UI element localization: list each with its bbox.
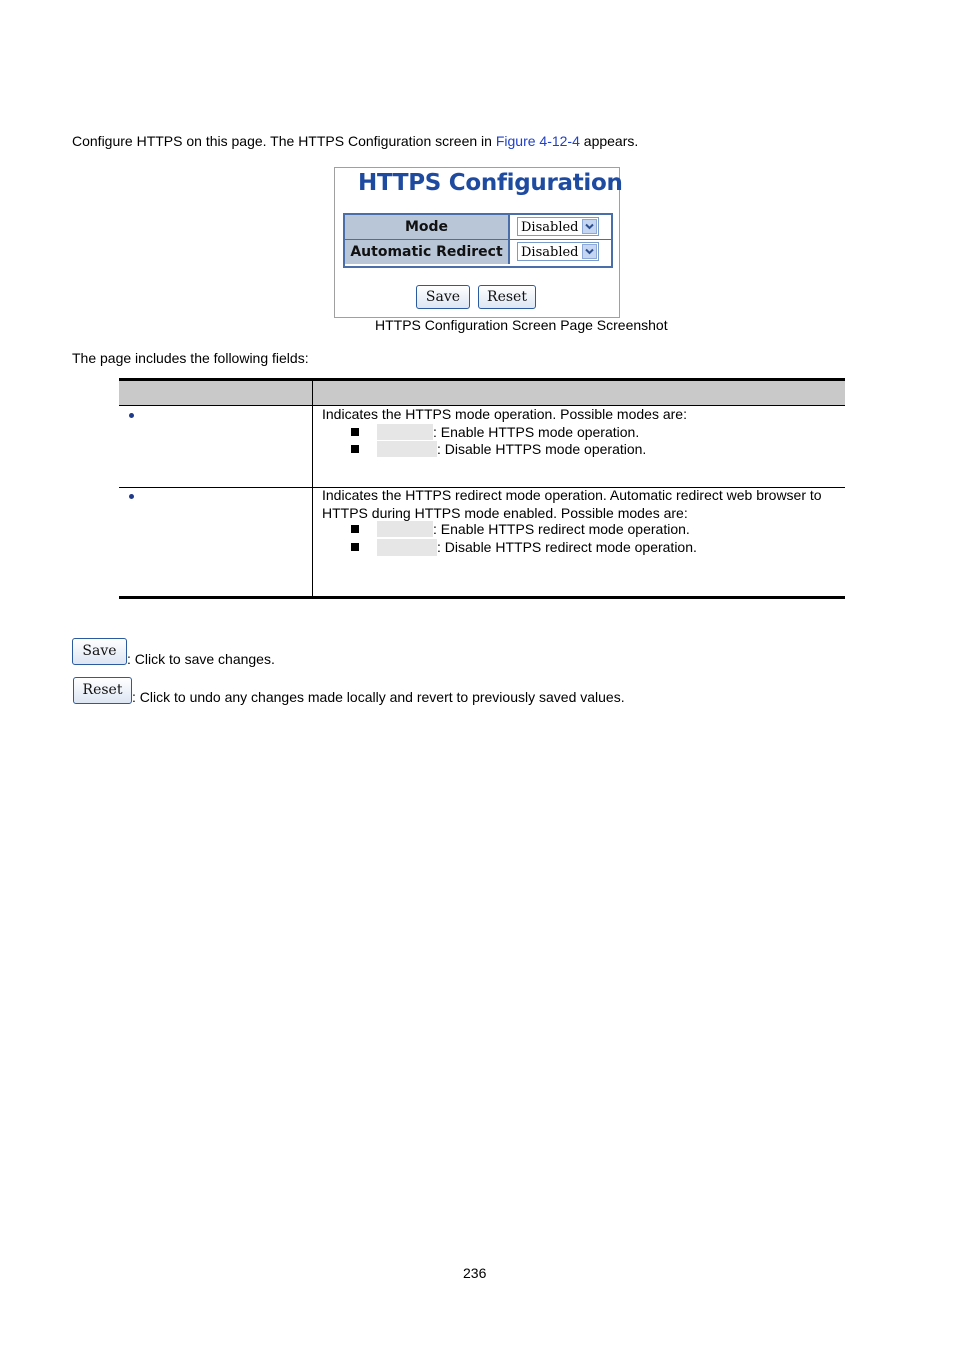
config-row-automatic-redirect: [345, 240, 611, 264]
screenshot-title: HTTPS Configuration: [358, 170, 623, 196]
mode-select[interactable]: [517, 217, 599, 236]
option-text: : Enable HTTPS mode operation.: [433, 424, 640, 440]
square-bullet-icon: [351, 525, 359, 533]
intro-text: [72, 133, 638, 149]
mode-label: Mode: [345, 215, 510, 239]
square-bullet-icon: [351, 428, 359, 436]
field-description: Indicates the HTTPS redirect mode operation. Automatic redirect web browser to HTTPS during HTTPS mode enabled. Possible modes are:: [322, 487, 822, 521]
field-description: Indicates the HTTPS mode operation. Possible modes are:: [322, 406, 687, 422]
screenshot-save-button[interactable]: Save: [416, 285, 470, 309]
figure-caption: HTTPS Configuration Screen Page Screenshot: [375, 317, 668, 333]
automatic-redirect-select[interactable]: [517, 242, 599, 261]
screenshot-reset-button[interactable]: Reset: [478, 285, 536, 309]
mode-select-value: Disabled: [521, 220, 579, 235]
option-name-placeholder: [377, 539, 437, 556]
fields-intro: The page includes the following fields:: [72, 350, 309, 366]
square-bullet-icon: [351, 543, 359, 551]
reset-description: : Click to undo any changes made locally and revert to previously saved values.: [132, 689, 625, 705]
option-text: : Enable HTTPS redirect mode operation.: [433, 521, 690, 537]
save-description: : Click to save changes.: [127, 651, 275, 667]
automatic-redirect-label: Automatic Redirect: [345, 240, 510, 264]
bullet-icon: [129, 494, 134, 499]
figure-link[interactable]: Figure 4-12-4: [495, 133, 580, 149]
option-name-placeholder: [377, 521, 433, 537]
config-table: [343, 213, 613, 268]
table-bottom-rule: [119, 596, 845, 599]
square-bullet-icon: [351, 445, 359, 453]
chevron-down-icon[interactable]: [582, 219, 597, 234]
fields-table: [119, 378, 845, 600]
https-config-screenshot: [334, 167, 623, 318]
chevron-down-icon[interactable]: [582, 244, 597, 259]
intro-after: appears.: [579, 133, 639, 149]
option-text: : Disable HTTPS mode operation.: [437, 441, 647, 457]
bullet-icon: [129, 413, 134, 418]
option-name-placeholder: [377, 424, 433, 440]
option-name-placeholder: [377, 441, 437, 457]
intro-before: Configure HTTPS on this page. The HTTPS Configuration screen in: [72, 133, 496, 149]
table-header: [119, 381, 845, 406]
page-number: 236: [463, 1265, 487, 1281]
save-button[interactable]: Save: [72, 638, 127, 665]
reset-button[interactable]: Reset: [73, 677, 132, 704]
column-divider: [312, 381, 313, 597]
config-row-mode: [345, 215, 611, 239]
option-text: : Disable HTTPS redirect mode operation.: [437, 539, 697, 555]
automatic-redirect-select-value: Disabled: [521, 245, 579, 260]
